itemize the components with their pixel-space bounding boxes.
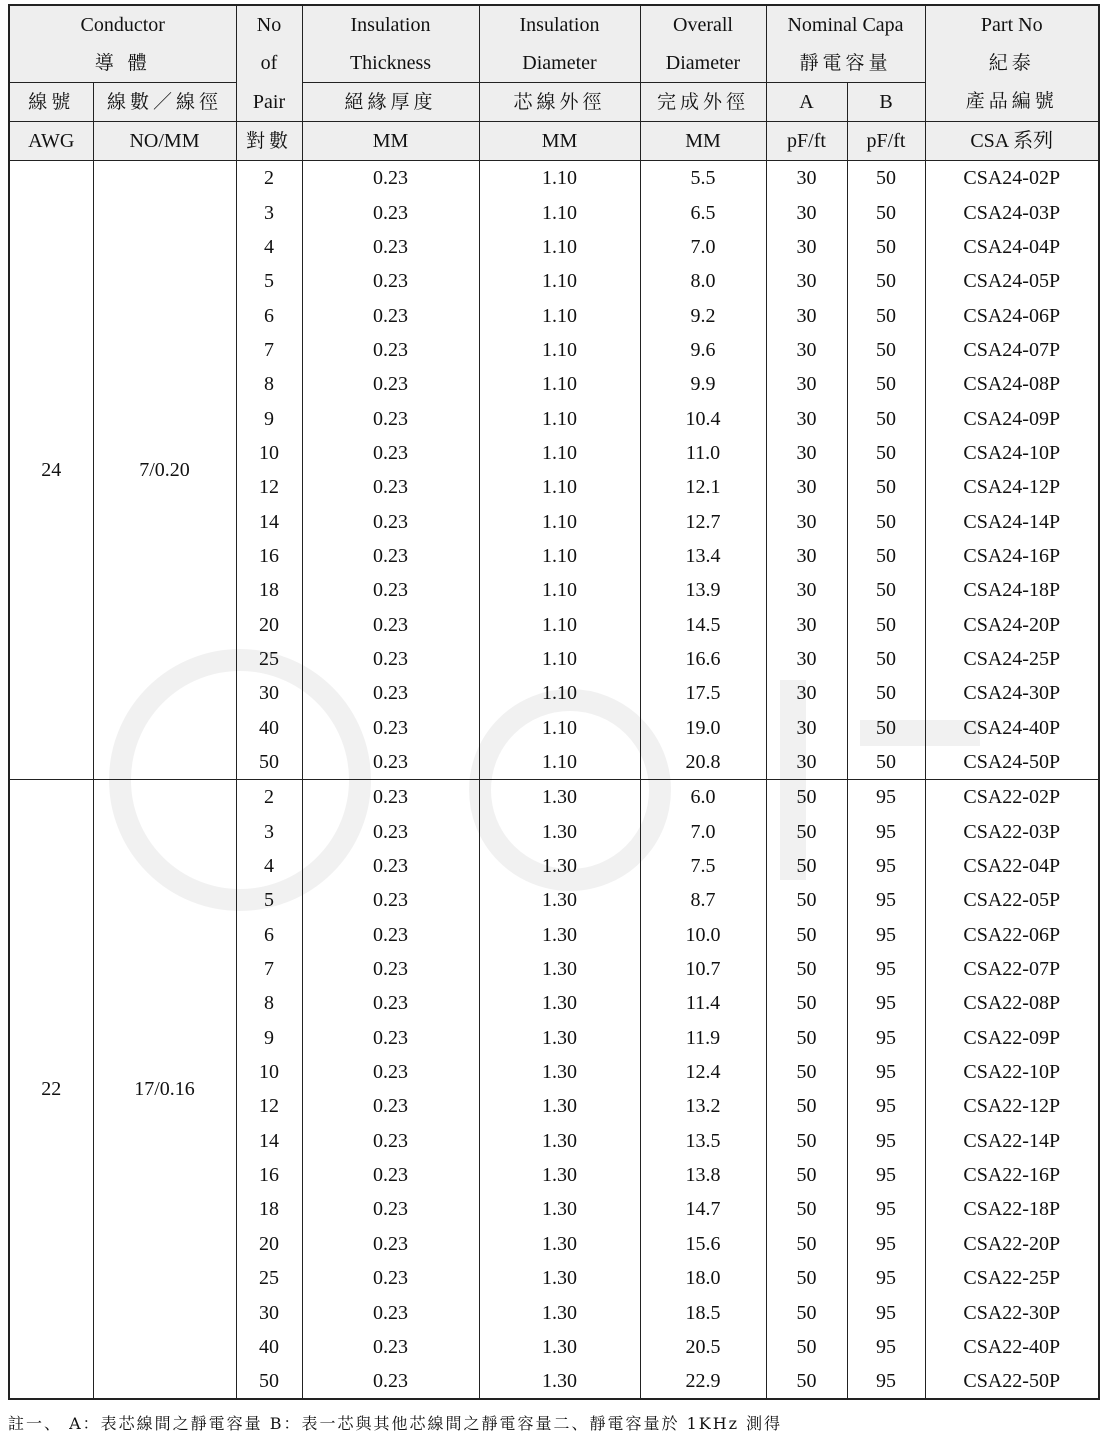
overall-diameter-cell: 13.8 (640, 1158, 766, 1192)
capacitance-b-cell: 50 (847, 367, 925, 401)
pairs-cell: 12 (236, 1089, 302, 1123)
part-number-cell: CSA22-12P (925, 1089, 1099, 1123)
overall-diameter-cell: 20.5 (640, 1330, 766, 1364)
unit-cap-b: pF/ft (847, 122, 925, 161)
capacitance-b-cell: 50 (847, 195, 925, 229)
capacitance-b-cell: 95 (847, 1089, 925, 1123)
header-nominal-zh: 靜電容量 (766, 44, 925, 83)
pairs-cell: 7 (236, 952, 302, 986)
insulation-diameter-cell: 1.10 (479, 367, 640, 401)
capacitance-b-cell: 50 (847, 504, 925, 538)
header-pair-line2: of (236, 44, 302, 83)
insulation-diameter-cell: 1.30 (479, 1364, 640, 1399)
insulation-thickness-cell: 0.23 (302, 1364, 479, 1399)
insulation-diameter-cell: 1.10 (479, 230, 640, 264)
header-ins-thick-line2: Thickness (302, 44, 479, 83)
part-number-cell: CSA24-12P (925, 470, 1099, 504)
insulation-diameter-cell: 1.30 (479, 1227, 640, 1261)
insulation-thickness-cell: 0.23 (302, 642, 479, 676)
capacitance-a-cell: 50 (766, 1192, 847, 1226)
header-conductor-zh: 導 體 (9, 44, 236, 83)
part-number-cell: CSA22-06P (925, 918, 1099, 952)
capacitance-a-cell: 50 (766, 780, 847, 815)
pairs-cell: 6 (236, 298, 302, 332)
capacitance-b-cell: 95 (847, 780, 925, 815)
insulation-thickness-cell: 0.23 (302, 1295, 479, 1329)
capacitance-a-cell: 50 (766, 1364, 847, 1399)
part-number-cell: CSA24-25P (925, 642, 1099, 676)
capacitance-b-cell: 95 (847, 815, 925, 849)
capacitance-a-cell: 30 (766, 573, 847, 607)
capacitance-a-cell: 50 (766, 815, 847, 849)
header-cap-a: A (766, 83, 847, 122)
header-part-zh-2: 產品編號 (925, 83, 1099, 122)
insulation-thickness-cell: 0.23 (302, 780, 479, 815)
insulation-diameter-cell: 1.30 (479, 1021, 640, 1055)
capacitance-a-cell: 30 (766, 333, 847, 367)
overall-diameter-cell: 11.0 (640, 436, 766, 470)
overall-diameter-cell: 13.9 (640, 573, 766, 607)
capacitance-a-cell: 30 (766, 745, 847, 780)
capacitance-b-cell: 50 (847, 745, 925, 780)
overall-diameter-cell: 6.5 (640, 195, 766, 229)
pairs-cell: 4 (236, 230, 302, 264)
capacitance-a-cell: 30 (766, 401, 847, 435)
capacitance-b-cell: 95 (847, 1364, 925, 1399)
capacitance-b-cell: 95 (847, 1021, 925, 1055)
capacitance-b-cell: 50 (847, 573, 925, 607)
insulation-diameter-cell: 1.10 (479, 401, 640, 435)
part-number-cell: CSA24-07P (925, 333, 1099, 367)
insulation-thickness-cell: 0.23 (302, 436, 479, 470)
capacitance-a-cell: 50 (766, 1158, 847, 1192)
pairs-cell: 25 (236, 1261, 302, 1295)
pairs-cell: 9 (236, 401, 302, 435)
capacitance-b-cell: 95 (847, 1295, 925, 1329)
overall-diameter-cell: 14.7 (640, 1192, 766, 1226)
insulation-thickness-cell: 0.23 (302, 195, 479, 229)
insulation-thickness-cell: 0.23 (302, 1055, 479, 1089)
capacitance-b-cell: 50 (847, 676, 925, 710)
capacitance-a-cell: 50 (766, 849, 847, 883)
header-overall-line1: Overall (640, 5, 766, 44)
part-number-cell: CSA24-20P (925, 607, 1099, 641)
capacitance-b-cell: 50 (847, 401, 925, 435)
capacitance-a-cell: 50 (766, 1021, 847, 1055)
part-number-cell: CSA22-50P (925, 1364, 1099, 1399)
insulation-thickness-cell: 0.23 (302, 986, 479, 1020)
overall-diameter-cell: 11.9 (640, 1021, 766, 1055)
pairs-cell: 14 (236, 504, 302, 538)
capacitance-a-cell: 30 (766, 607, 847, 641)
pairs-cell: 50 (236, 745, 302, 780)
unit-cap-a: pF/ft (766, 122, 847, 161)
part-number-cell: CSA22-40P (925, 1330, 1099, 1364)
capacitance-b-cell: 95 (847, 1227, 925, 1261)
insulation-diameter-cell: 1.10 (479, 607, 640, 641)
pairs-cell: 40 (236, 711, 302, 745)
part-number-cell: CSA22-07P (925, 952, 1099, 986)
pairs-cell: 2 (236, 161, 302, 196)
capacitance-b-cell: 50 (847, 607, 925, 641)
pairs-cell: 9 (236, 1021, 302, 1055)
overall-diameter-cell: 10.7 (640, 952, 766, 986)
overall-diameter-cell: 22.9 (640, 1364, 766, 1399)
insulation-diameter-cell: 1.30 (479, 1330, 640, 1364)
capacitance-b-cell: 95 (847, 1124, 925, 1158)
insulation-thickness-cell: 0.23 (302, 1089, 479, 1123)
capacitance-a-cell: 50 (766, 1295, 847, 1329)
pairs-cell: 18 (236, 1192, 302, 1226)
pairs-cell: 30 (236, 1295, 302, 1329)
pairs-cell: 18 (236, 573, 302, 607)
pairs-cell: 10 (236, 436, 302, 470)
capacitance-b-cell: 50 (847, 642, 925, 676)
header-ins-dia-line2: Diameter (479, 44, 640, 83)
overall-diameter-cell: 11.4 (640, 986, 766, 1020)
header-awg-zh: 線號 (9, 83, 93, 122)
insulation-thickness-cell: 0.23 (302, 1330, 479, 1364)
capacitance-a-cell: 30 (766, 298, 847, 332)
overall-diameter-cell: 5.5 (640, 161, 766, 196)
part-number-cell: CSA22-02P (925, 780, 1099, 815)
insulation-diameter-cell: 1.30 (479, 986, 640, 1020)
overall-diameter-cell: 10.4 (640, 401, 766, 435)
insulation-diameter-cell: 1.30 (479, 1261, 640, 1295)
capacitance-b-cell: 50 (847, 161, 925, 196)
insulation-diameter-cell: 1.10 (479, 298, 640, 332)
overall-diameter-cell: 14.5 (640, 607, 766, 641)
overall-diameter-cell: 13.2 (640, 1089, 766, 1123)
pairs-cell: 8 (236, 367, 302, 401)
insulation-thickness-cell: 0.23 (302, 1227, 479, 1261)
part-number-cell: CSA24-02P (925, 161, 1099, 196)
overall-diameter-cell: 18.5 (640, 1295, 766, 1329)
overall-diameter-cell: 7.5 (640, 849, 766, 883)
insulation-thickness-cell: 0.23 (302, 230, 479, 264)
capacitance-b-cell: 95 (847, 1158, 925, 1192)
capacitance-a-cell: 30 (766, 195, 847, 229)
insulation-thickness-cell: 0.23 (302, 607, 479, 641)
insulation-diameter-cell: 1.30 (479, 1192, 640, 1226)
insulation-thickness-cell: 0.23 (302, 952, 479, 986)
cable-spec-table (8, 4, 1100, 1400)
part-number-cell: CSA22-14P (925, 1124, 1099, 1158)
pairs-cell: 14 (236, 1124, 302, 1158)
capacitance-a-cell: 50 (766, 1055, 847, 1089)
pairs-cell: 20 (236, 607, 302, 641)
part-number-cell: CSA22-10P (925, 1055, 1099, 1089)
header-conductor-en: Conductor (9, 5, 236, 44)
insulation-diameter-cell: 1.10 (479, 436, 640, 470)
pairs-cell: 4 (236, 849, 302, 883)
capacitance-b-cell: 95 (847, 1192, 925, 1226)
pairs-cell: 30 (236, 676, 302, 710)
capacitance-a-cell: 50 (766, 1227, 847, 1261)
overall-diameter-cell: 12.7 (640, 504, 766, 538)
header-overall-line2: Diameter (640, 44, 766, 83)
insulation-thickness-cell: 0.23 (302, 298, 479, 332)
insulation-diameter-cell: 1.10 (479, 539, 640, 573)
capacitance-a-cell: 30 (766, 539, 847, 573)
table-row (9, 780, 1099, 815)
capacitance-b-cell: 50 (847, 298, 925, 332)
part-number-cell: CSA24-50P (925, 745, 1099, 780)
insulation-diameter-cell: 1.30 (479, 849, 640, 883)
overall-diameter-cell: 8.7 (640, 883, 766, 917)
capacitance-a-cell: 50 (766, 986, 847, 1020)
overall-diameter-cell: 7.0 (640, 230, 766, 264)
unit-pairs: 對數 (236, 122, 302, 161)
capacitance-a-cell: 50 (766, 1124, 847, 1158)
capacitance-b-cell: 50 (847, 470, 925, 504)
insulation-thickness-cell: 0.23 (302, 1021, 479, 1055)
overall-diameter-cell: 17.5 (640, 676, 766, 710)
insulation-diameter-cell: 1.10 (479, 470, 640, 504)
overall-diameter-cell: 8.0 (640, 264, 766, 298)
pairs-cell: 6 (236, 918, 302, 952)
insulation-diameter-cell: 1.10 (479, 161, 640, 196)
part-number-cell: CSA22-05P (925, 883, 1099, 917)
pairs-cell: 2 (236, 780, 302, 815)
insulation-thickness-cell: 0.23 (302, 711, 479, 745)
pairs-cell: 50 (236, 1364, 302, 1399)
capacitance-b-cell: 50 (847, 230, 925, 264)
insulation-diameter-cell: 1.10 (479, 195, 640, 229)
unit-awg: AWG (9, 122, 93, 161)
strand-cell: 7/0.20 (93, 161, 236, 780)
insulation-thickness-cell: 0.23 (302, 1124, 479, 1158)
header-ins-dia-zh: 芯線外徑 (479, 83, 640, 122)
overall-diameter-cell: 20.8 (640, 745, 766, 780)
insulation-thickness-cell: 0.23 (302, 1158, 479, 1192)
pairs-cell: 10 (236, 1055, 302, 1089)
insulation-diameter-cell: 1.30 (479, 918, 640, 952)
capacitance-a-cell: 50 (766, 1089, 847, 1123)
capacitance-b-cell: 95 (847, 1261, 925, 1295)
overall-diameter-cell: 10.0 (640, 918, 766, 952)
overall-diameter-cell: 9.9 (640, 367, 766, 401)
part-number-cell: CSA22-20P (925, 1227, 1099, 1261)
overall-diameter-cell: 15.6 (640, 1227, 766, 1261)
part-number-cell: CSA24-14P (925, 504, 1099, 538)
part-number-cell: CSA24-03P (925, 195, 1099, 229)
overall-diameter-cell: 9.2 (640, 298, 766, 332)
overall-diameter-cell: 19.0 (640, 711, 766, 745)
capacitance-a-cell: 30 (766, 264, 847, 298)
header-overall-zh: 完成外徑 (640, 83, 766, 122)
pairs-cell: 5 (236, 883, 302, 917)
insulation-diameter-cell: 1.10 (479, 504, 640, 538)
pairs-cell: 7 (236, 333, 302, 367)
capacitance-a-cell: 50 (766, 883, 847, 917)
capacitance-a-cell: 30 (766, 676, 847, 710)
part-number-cell: CSA24-16P (925, 539, 1099, 573)
part-number-cell: CSA24-09P (925, 401, 1099, 435)
overall-diameter-cell: 12.4 (640, 1055, 766, 1089)
insulation-thickness-cell: 0.23 (302, 1261, 479, 1295)
capacitance-a-cell: 30 (766, 161, 847, 196)
capacitance-b-cell: 95 (847, 849, 925, 883)
part-number-cell: CSA24-30P (925, 676, 1099, 710)
pairs-cell: 16 (236, 1158, 302, 1192)
table-header (9, 5, 1099, 161)
pairs-cell: 40 (236, 1330, 302, 1364)
insulation-thickness-cell: 0.23 (302, 470, 479, 504)
overall-diameter-cell: 6.0 (640, 780, 766, 815)
overall-diameter-cell: 12.1 (640, 470, 766, 504)
unit-overall: MM (640, 122, 766, 161)
header-pair-line1: No (236, 5, 302, 44)
pairs-cell: 25 (236, 642, 302, 676)
insulation-diameter-cell: 1.10 (479, 333, 640, 367)
insulation-thickness-cell: 0.23 (302, 504, 479, 538)
insulation-thickness-cell: 0.23 (302, 367, 479, 401)
awg-22-group (9, 780, 1099, 1400)
capacitance-b-cell: 50 (847, 711, 925, 745)
part-number-cell: CSA22-25P (925, 1261, 1099, 1295)
capacitance-a-cell: 50 (766, 1330, 847, 1364)
part-number-cell: CSA22-04P (925, 849, 1099, 883)
capacitance-b-cell: 95 (847, 1055, 925, 1089)
awg-cell: 24 (9, 161, 93, 780)
overall-diameter-cell: 13.4 (640, 539, 766, 573)
header-nominal-en: Nominal Capa (766, 5, 925, 44)
capacitance-b-cell: 95 (847, 952, 925, 986)
insulation-diameter-cell: 1.10 (479, 711, 640, 745)
insulation-thickness-cell: 0.23 (302, 676, 479, 710)
insulation-thickness-cell: 0.23 (302, 883, 479, 917)
insulation-thickness-cell: 0.23 (302, 918, 479, 952)
insulation-diameter-cell: 1.30 (479, 952, 640, 986)
insulation-diameter-cell: 1.30 (479, 883, 640, 917)
part-number-cell: CSA22-18P (925, 1192, 1099, 1226)
capacitance-b-cell: 95 (847, 1330, 925, 1364)
insulation-diameter-cell: 1.30 (479, 1055, 640, 1089)
part-number-cell: CSA22-08P (925, 986, 1099, 1020)
part-number-cell: CSA22-30P (925, 1295, 1099, 1329)
table-row (9, 161, 1099, 196)
overall-diameter-cell: 16.6 (640, 642, 766, 676)
unit-nomm: NO/MM (93, 122, 236, 161)
footnote: 註一、 A：表芯線間之靜電容量 B：表一芯與其他芯線間之靜電容量二、靜電容量於 1KHz 測得 (8, 1414, 783, 1433)
insulation-diameter-cell: 1.30 (479, 815, 640, 849)
unit-series: CSA 系列 (925, 122, 1099, 161)
header-part-en: Part No (925, 5, 1099, 44)
header-ins-dia-line1: Insulation (479, 5, 640, 44)
capacitance-b-cell: 95 (847, 918, 925, 952)
overall-diameter-cell: 9.6 (640, 333, 766, 367)
capacitance-b-cell: 95 (847, 883, 925, 917)
insulation-thickness-cell: 0.23 (302, 1192, 479, 1226)
capacitance-b-cell: 50 (847, 264, 925, 298)
part-number-cell: CSA24-04P (925, 230, 1099, 264)
pairs-cell: 16 (236, 539, 302, 573)
header-strand-zh: 線數／線徑 (93, 83, 236, 122)
pairs-cell: 20 (236, 1227, 302, 1261)
insulation-diameter-cell: 1.10 (479, 676, 640, 710)
part-number-cell: CSA24-40P (925, 711, 1099, 745)
pairs-cell: 8 (236, 986, 302, 1020)
capacitance-a-cell: 50 (766, 1261, 847, 1295)
header-part-zh-1: 紀泰 (925, 44, 1099, 83)
capacitance-a-cell: 30 (766, 642, 847, 676)
awg-24-group (9, 161, 1099, 780)
insulation-diameter-cell: 1.10 (479, 264, 640, 298)
part-number-cell: CSA22-03P (925, 815, 1099, 849)
capacitance-a-cell: 30 (766, 230, 847, 264)
capacitance-b-cell: 50 (847, 436, 925, 470)
header-pair-line3: Pair (236, 83, 302, 122)
insulation-thickness-cell: 0.23 (302, 264, 479, 298)
insulation-thickness-cell: 0.23 (302, 849, 479, 883)
pairs-cell: 3 (236, 195, 302, 229)
insulation-thickness-cell: 0.23 (302, 815, 479, 849)
insulation-diameter-cell: 1.30 (479, 1124, 640, 1158)
capacitance-a-cell: 50 (766, 918, 847, 952)
insulation-diameter-cell: 1.10 (479, 745, 640, 780)
insulation-diameter-cell: 1.10 (479, 642, 640, 676)
capacitance-a-cell: 30 (766, 367, 847, 401)
overall-diameter-cell: 7.0 (640, 815, 766, 849)
insulation-thickness-cell: 0.23 (302, 401, 479, 435)
part-number-cell: CSA24-18P (925, 573, 1099, 607)
insulation-diameter-cell: 1.10 (479, 573, 640, 607)
pairs-cell: 12 (236, 470, 302, 504)
insulation-diameter-cell: 1.30 (479, 780, 640, 815)
insulation-thickness-cell: 0.23 (302, 573, 479, 607)
capacitance-b-cell: 50 (847, 539, 925, 573)
part-number-cell: CSA22-16P (925, 1158, 1099, 1192)
pairs-cell: 3 (236, 815, 302, 849)
capacitance-a-cell: 30 (766, 470, 847, 504)
capacitance-a-cell: 30 (766, 504, 847, 538)
pairs-cell: 5 (236, 264, 302, 298)
insulation-thickness-cell: 0.23 (302, 333, 479, 367)
overall-diameter-cell: 18.0 (640, 1261, 766, 1295)
header-ins-thick-zh: 絕緣厚度 (302, 83, 479, 122)
strand-cell: 17/0.16 (93, 780, 236, 1400)
unit-thick: MM (302, 122, 479, 161)
capacitance-a-cell: 50 (766, 952, 847, 986)
insulation-thickness-cell: 0.23 (302, 745, 479, 780)
awg-cell: 22 (9, 780, 93, 1400)
part-number-cell: CSA24-08P (925, 367, 1099, 401)
capacitance-b-cell: 95 (847, 986, 925, 1020)
header-ins-thick-line1: Insulation (302, 5, 479, 44)
insulation-diameter-cell: 1.30 (479, 1089, 640, 1123)
insulation-thickness-cell: 0.23 (302, 539, 479, 573)
insulation-diameter-cell: 1.30 (479, 1158, 640, 1192)
capacitance-a-cell: 30 (766, 711, 847, 745)
overall-diameter-cell: 13.5 (640, 1124, 766, 1158)
capacitance-b-cell: 50 (847, 333, 925, 367)
capacitance-a-cell: 30 (766, 436, 847, 470)
part-number-cell: CSA24-05P (925, 264, 1099, 298)
unit-dia: MM (479, 122, 640, 161)
insulation-diameter-cell: 1.30 (479, 1295, 640, 1329)
header-cap-b: B (847, 83, 925, 122)
insulation-thickness-cell: 0.23 (302, 161, 479, 196)
part-number-cell: CSA24-06P (925, 298, 1099, 332)
part-number-cell: CSA22-09P (925, 1021, 1099, 1055)
part-number-cell: CSA24-10P (925, 436, 1099, 470)
